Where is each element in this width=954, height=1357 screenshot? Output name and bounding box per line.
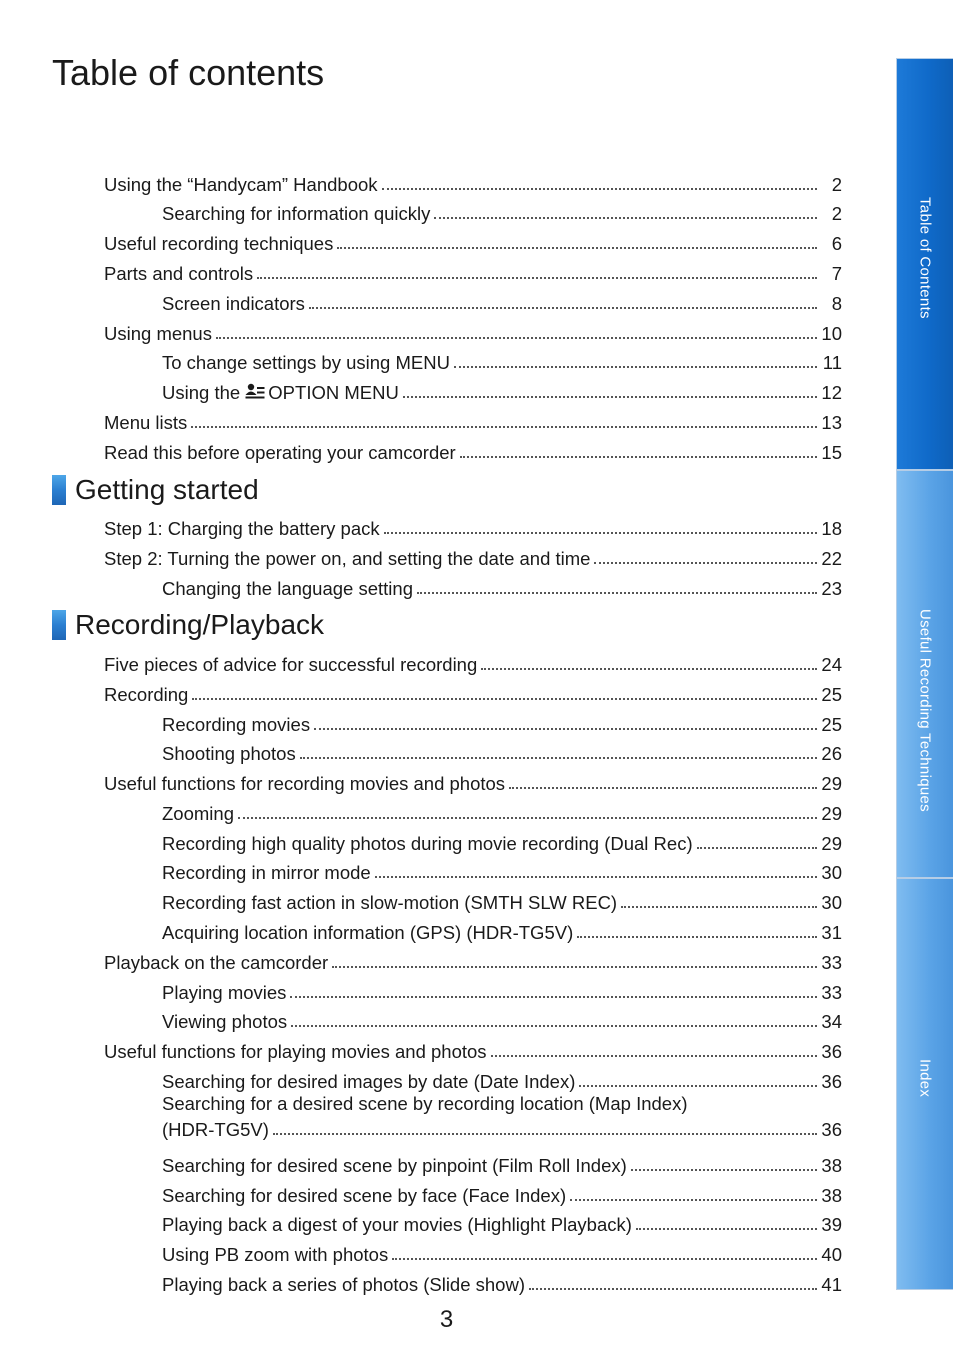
- toc-entry-title: Playing movies: [162, 982, 287, 1003]
- dot-leader: [460, 455, 817, 458]
- tab-index[interactable]: [896, 878, 953, 1290]
- dot-leader: [337, 246, 817, 249]
- toc-entry-title-before: Using the: [162, 382, 241, 403]
- toc-entry[interactable]: [162, 1236, 842, 1266]
- toc-entry[interactable]: [162, 1063, 842, 1093]
- toc-entry-page: 12: [821, 382, 842, 403]
- toc-entry-page: 22: [821, 548, 842, 569]
- toc-entry[interactable]: [104, 315, 842, 345]
- dot-leader: [332, 965, 817, 968]
- toc-entry[interactable]: [104, 944, 842, 974]
- toc-entry-title: Parts and controls: [104, 263, 254, 284]
- toc-entry-title: Playing back a series of photos (Slide show): [162, 1274, 525, 1295]
- toc-entry[interactable]: [104, 765, 842, 795]
- toc-entry-title: Shooting photos: [162, 743, 296, 764]
- dot-leader: [621, 905, 817, 908]
- toc-entry-title: Playing back a digest of your movies (Highlight Playback): [162, 1214, 632, 1235]
- dot-leader: [382, 187, 817, 190]
- dot-leader: [216, 336, 817, 339]
- section-heading-recording-playback[interactable]: [52, 607, 324, 643]
- toc-entry[interactable]: [162, 1003, 842, 1033]
- dot-leader: [384, 531, 817, 534]
- toc-entry-page: 18: [821, 518, 842, 539]
- toc-entry-title-line1: Searching for a desired scene by recording location (Map Index): [162, 1093, 688, 1114]
- tab-label: Table of Contents: [916, 197, 934, 319]
- toc-entry-page: 11: [822, 352, 842, 373]
- toc-entry-page: 23: [821, 578, 842, 599]
- dot-leader: [594, 561, 817, 564]
- dot-leader: [300, 756, 817, 759]
- toc-entry[interactable]: [104, 646, 842, 676]
- toc-entry-title: Step 1: Charging the battery pack: [104, 518, 380, 539]
- dot-leader: [273, 1132, 817, 1135]
- dot-leader: [191, 425, 817, 428]
- toc-entry[interactable]: [104, 540, 842, 570]
- toc-entry[interactable]: [162, 706, 842, 736]
- dot-leader: [697, 846, 817, 849]
- toc-entry-page: 29: [821, 773, 842, 794]
- dot-leader: [290, 995, 817, 998]
- toc-entry-title: Using PB zoom with photos: [162, 1244, 389, 1265]
- toc-entry-title: Menu lists: [104, 412, 188, 433]
- toc-entry-page: 40: [821, 1244, 842, 1265]
- dot-leader: [454, 365, 817, 368]
- tab-label: Useful Recording Techniques: [916, 609, 934, 812]
- toc-entry-title: Recording movies: [162, 714, 311, 735]
- toc-entry-page: 25: [821, 714, 842, 735]
- toc-entry-page: 25: [821, 684, 842, 705]
- toc-entry[interactable]: [162, 974, 842, 1004]
- toc-entry-page: 33: [821, 982, 842, 1003]
- toc-entry-page: 30: [821, 892, 842, 913]
- toc-entry[interactable]: [162, 1147, 842, 1177]
- toc-entry[interactable]: [162, 1177, 842, 1207]
- toc-entry-title: Step 2: Turning the power on, and setting the date and time: [104, 548, 591, 569]
- toc-entry-title: Using the “Handycam” Handbook: [104, 174, 378, 195]
- dot-leader: [392, 1257, 817, 1260]
- toc-entry-title: Screen indicators: [162, 293, 305, 314]
- section-marker: [52, 610, 66, 640]
- toc-entry[interactable]: [162, 285, 842, 315]
- toc-entry[interactable]: [104, 510, 842, 540]
- toc-entry[interactable]: [162, 344, 842, 374]
- toc-entry-title: Recording high quality photos during movie recording (Dual Rec): [162, 833, 693, 854]
- toc-entry-page: 26: [821, 743, 842, 764]
- toc-entry[interactable]: [162, 795, 842, 825]
- toc-entry-page: 36: [821, 1071, 842, 1092]
- tab-label: Index: [916, 1059, 934, 1098]
- toc-entry[interactable]: [104, 255, 842, 285]
- toc-entry[interactable]: [104, 434, 842, 464]
- toc-entry[interactable]: [162, 735, 842, 765]
- dot-leader: [434, 216, 817, 219]
- toc-entry-page: 34: [821, 1011, 842, 1032]
- dot-leader: [509, 786, 817, 789]
- dot-leader: [579, 1084, 817, 1087]
- dot-leader: [631, 1168, 817, 1171]
- option-menu-icon: [245, 383, 265, 401]
- toc-entry-title: Changing the language setting: [162, 578, 413, 599]
- toc-entry-title: Searching for desired scene by pinpoint (Film Roll Index): [162, 1155, 627, 1176]
- dot-leader: [257, 276, 817, 279]
- toc-entry-page: 36: [821, 1119, 842, 1140]
- toc-entry-page: 13: [821, 412, 842, 433]
- toc-entry-page: 29: [821, 803, 842, 824]
- toc-entry-page: 38: [821, 1155, 842, 1176]
- toc-entry[interactable]: [162, 825, 842, 855]
- toc-entry-title: Recording: [104, 684, 189, 705]
- toc-entry-title: Viewing photos: [162, 1011, 288, 1032]
- toc-entry-title: Using menus: [104, 323, 212, 344]
- toc-entry[interactable]: [104, 225, 842, 255]
- dot-leader: [375, 875, 817, 878]
- toc-entry-title: Five pieces of advice for successful recording: [104, 654, 478, 675]
- toc-entry-title: Recording fast action in slow-motion (SMTH SLW REC): [162, 892, 618, 913]
- toc-entry-title: Read this before operating your camcorder: [104, 442, 456, 463]
- toc-entry-page: 31: [821, 922, 842, 943]
- toc-entry-title: Recording in mirror mode: [162, 862, 371, 883]
- toc-entry-page: 8: [831, 293, 842, 314]
- section-marker: [52, 475, 66, 505]
- toc-entry[interactable]: [104, 1033, 842, 1063]
- toc-entry-page: 7: [831, 263, 842, 284]
- toc-entry[interactable]: [162, 914, 842, 944]
- toc-entry-title: Searching for desired images by date (Date Index): [162, 1071, 576, 1092]
- toc-entry-page: 10: [821, 323, 842, 344]
- toc-entry-title: [162, 382, 399, 404]
- toc-entry[interactable]: [162, 1206, 842, 1236]
- dot-leader: [417, 591, 817, 594]
- tab-table-of-contents[interactable]: [896, 58, 953, 470]
- toc-entry[interactable]: [162, 1093, 842, 1149]
- section-title: Recording/Playback: [75, 609, 325, 640]
- tab-useful-recording-techniques[interactable]: [896, 470, 953, 878]
- toc-entry-page: 36: [821, 1041, 842, 1062]
- toc-entry[interactable]: [104, 404, 842, 434]
- toc-entry-title-line2: (HDR-TG5V): [162, 1119, 269, 1140]
- dot-leader: [636, 1227, 817, 1230]
- toc-entry[interactable]: [162, 854, 842, 884]
- dot-leader: [291, 1024, 817, 1027]
- toc-entry-page: 38: [821, 1185, 842, 1206]
- toc-entry-page: 2: [831, 203, 842, 224]
- dot-leader: [192, 697, 817, 700]
- toc-entry[interactable]: [162, 1266, 842, 1296]
- toc-entry[interactable]: [104, 676, 842, 706]
- toc-entry-title: Searching for information quickly: [162, 203, 431, 224]
- dot-leader: [314, 727, 817, 730]
- toc-entry-page: 15: [821, 442, 842, 463]
- toc-entry-line2: [162, 1119, 842, 1141]
- toc-entry[interactable]: [104, 166, 842, 196]
- toc-entry-title: Acquiring location information (GPS) (HDR-TG5V): [162, 922, 574, 943]
- dot-leader: [577, 935, 817, 938]
- toc-entry-page: 29: [821, 833, 842, 854]
- toc-entry-title: Useful functions for playing movies and photos: [104, 1041, 487, 1062]
- toc-entry-page: 30: [821, 862, 842, 883]
- toc-entry-title: Useful functions for recording movies and photos: [104, 773, 506, 794]
- toc-entry-title: To change settings by using MENU: [162, 352, 450, 373]
- toc-entry[interactable]: [162, 884, 842, 914]
- section-heading-getting-started[interactable]: [52, 472, 259, 508]
- dot-leader: [491, 1054, 817, 1057]
- toc-entry-page: 6: [831, 233, 842, 254]
- dot-leader: [529, 1287, 817, 1290]
- toc-entry[interactable]: [162, 570, 842, 600]
- toc-entry-title: Useful recording techniques: [104, 233, 334, 254]
- toc-entry-page: 24: [821, 654, 842, 675]
- toc-entry-title: Zooming: [162, 803, 234, 824]
- dot-leader: [403, 395, 817, 398]
- page-title: Table of contents: [52, 52, 325, 93]
- toc-entry-page: 41: [821, 1274, 842, 1295]
- dot-leader: [481, 667, 817, 670]
- toc-entry[interactable]: [162, 374, 842, 404]
- section-title: Getting started: [75, 474, 259, 505]
- toc-entry[interactable]: [162, 195, 842, 225]
- dot-leader: [309, 306, 817, 309]
- toc-entry-page: 39: [821, 1214, 842, 1235]
- toc-entry-title: Searching for desired scene by face (Face Index): [162, 1185, 567, 1206]
- toc-entry-page: 2: [831, 174, 842, 195]
- page-number: 3: [439, 1306, 454, 1333]
- dot-leader: [238, 816, 817, 819]
- toc-entry-title-after: OPTION MENU: [268, 382, 399, 403]
- toc-entry-page: 33: [821, 952, 842, 973]
- dot-leader: [570, 1198, 817, 1201]
- toc-entry-title: Playback on the camcorder: [104, 952, 329, 973]
